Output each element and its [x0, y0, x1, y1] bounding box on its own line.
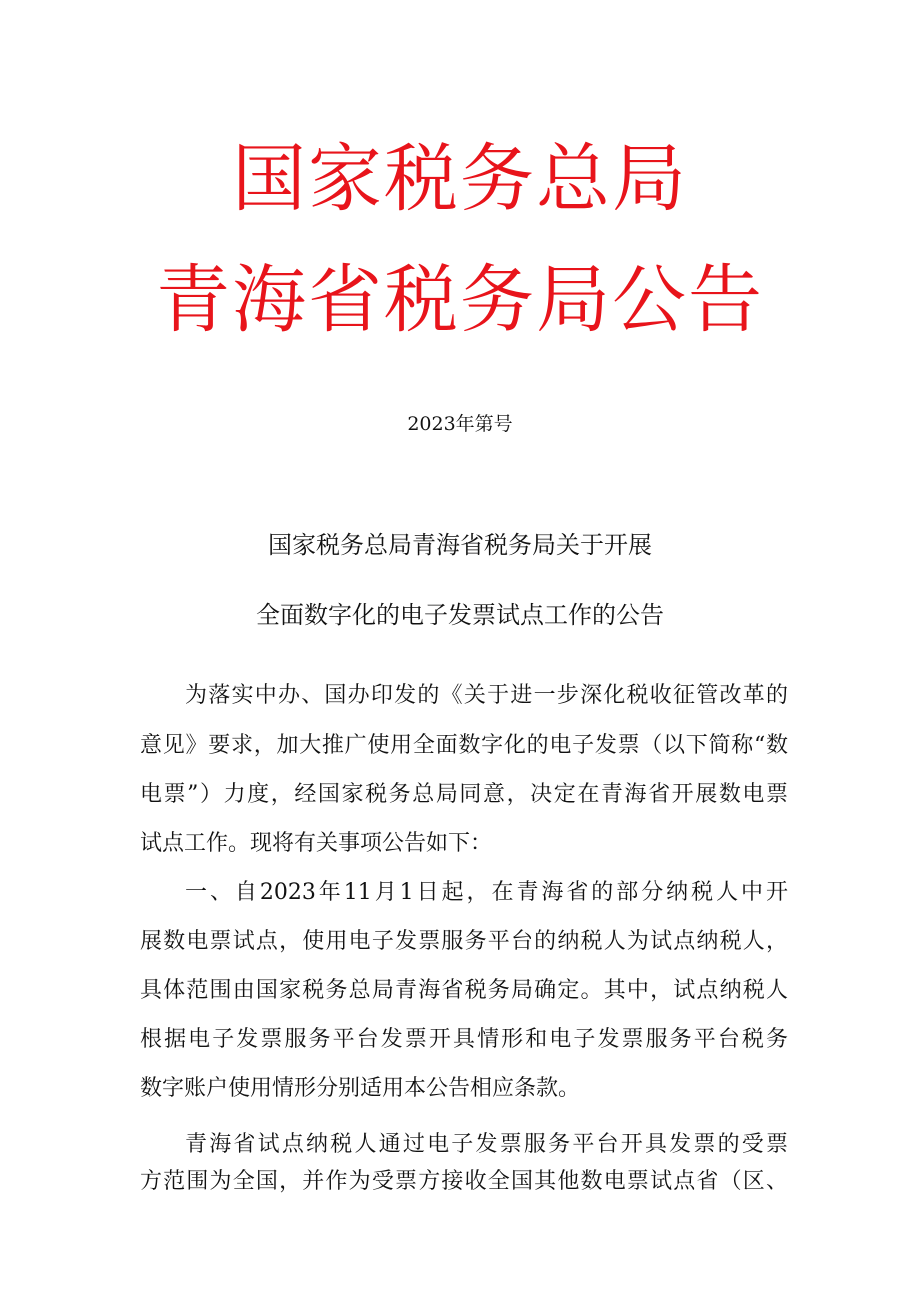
body-line: 展数电票试点，使用电子发票服务平台的纳税人为试点纳税人，: [140, 929, 788, 954]
document-number: 2023年第号: [407, 413, 513, 435]
body-line: 具体范围由国家税务总局青海省税务局确定。其中，试点纳税人: [140, 978, 788, 1003]
document-title-line-2: 全面数字化的电子发票试点工作的公告: [256, 601, 664, 629]
body-line: 试点工作。现将有关事项公告如下：: [140, 831, 493, 856]
body-line: 一、自2023年11月1日起，在青海省的部分纳税人中开: [185, 880, 788, 905]
document-header-line-2: 青海省税务局公告: [156, 257, 764, 343]
body-line: 根据电子发票服务平台发票开具情形和电子发票服务平台税务: [140, 1027, 788, 1052]
document-header-line-1: 国家税务总局: [232, 136, 688, 222]
body-line: 意见》要求，加大推广使用全面数字化的电子发票（以下简称“数: [140, 733, 788, 758]
body-line: 电票”）力度，经国家税务总局同意，决定在青海省开展数电票: [140, 782, 788, 807]
document-title-line-1: 国家税务总局青海省税务局关于开展: [268, 531, 652, 559]
body-line: 方范围为全国，并作为受票方接收全国其他数电票试点省（区、: [140, 1169, 788, 1194]
body-line: 为落实中办、国办印发的《关于进一步深化税收征管改革的: [185, 683, 788, 708]
body-line: 数字账户使用情形分别适用本公告相应条款。: [140, 1076, 581, 1101]
body-line: 青海省试点纳税人通过电子发票服务平台开具发票的受票: [185, 1132, 788, 1157]
